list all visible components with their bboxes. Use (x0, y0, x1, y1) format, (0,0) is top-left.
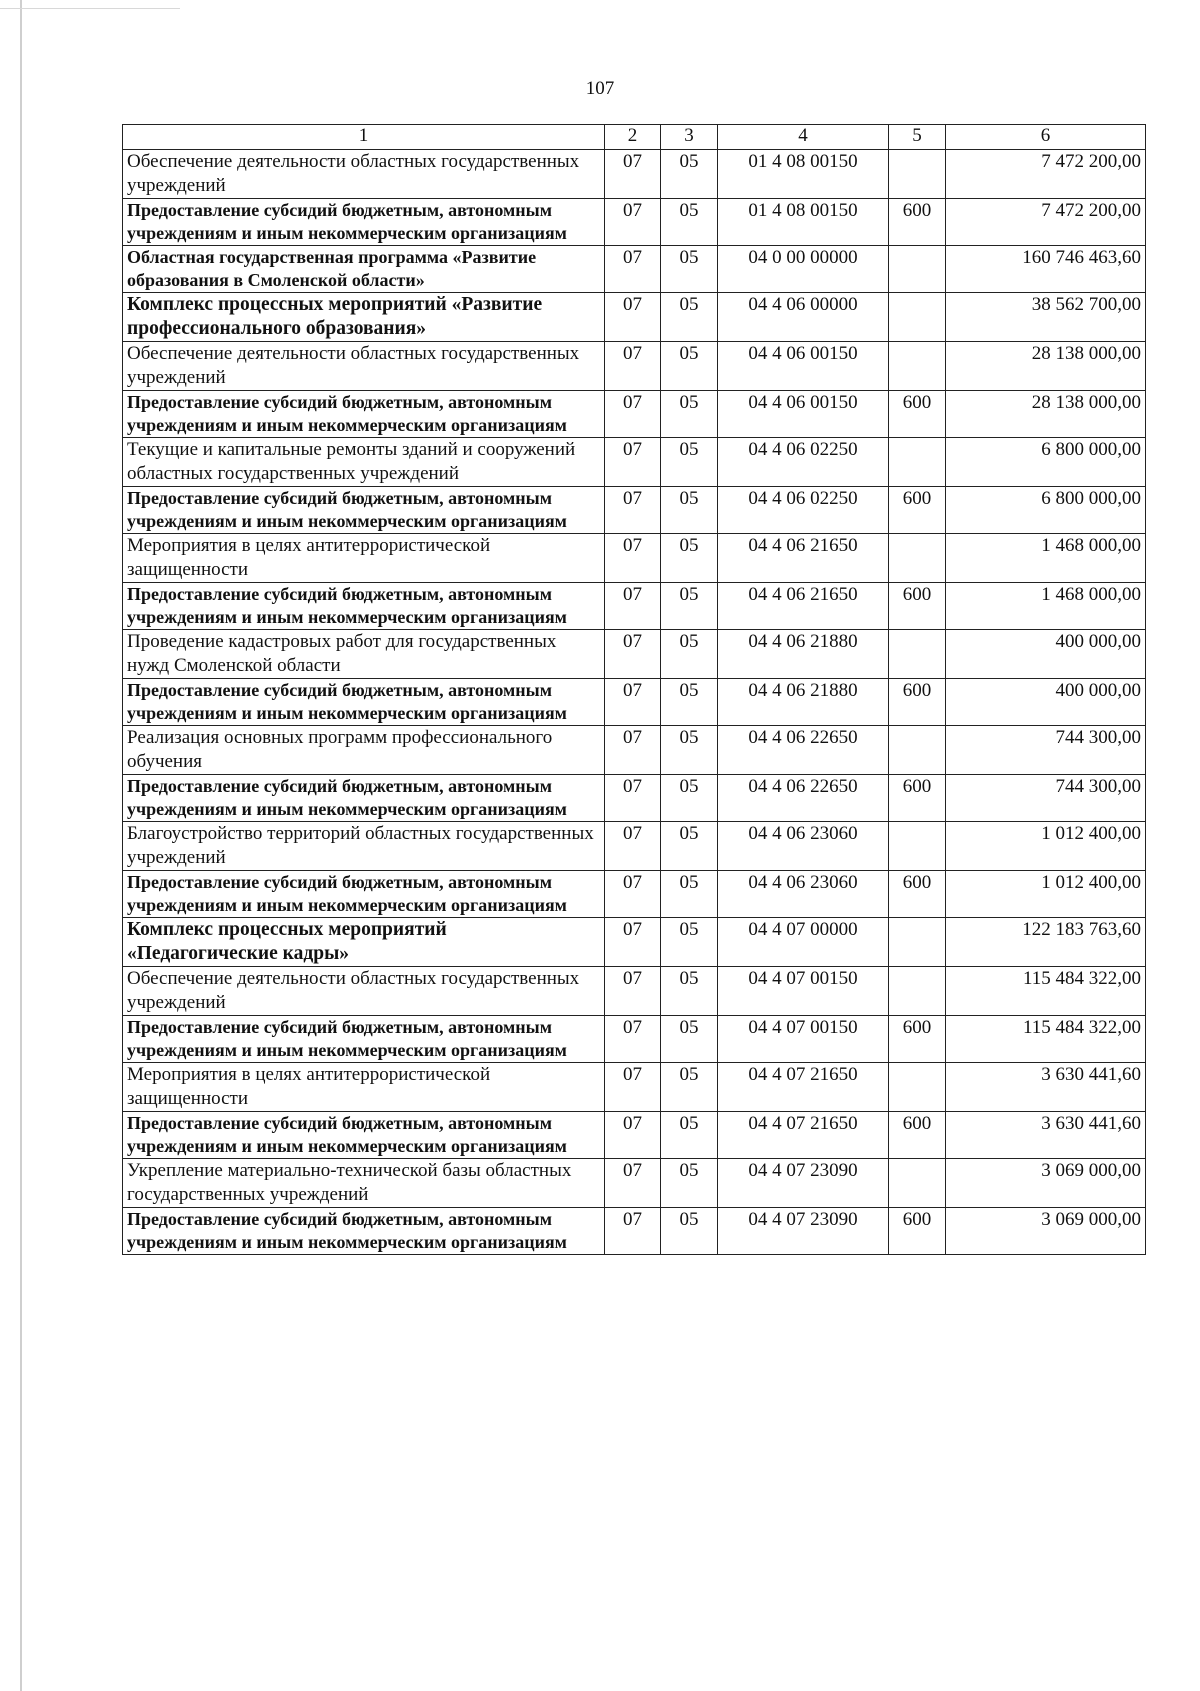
expense-type-code (889, 726, 946, 775)
table-row (123, 246, 1146, 293)
section-code: 07 (605, 967, 661, 1016)
expense-type-code (889, 438, 946, 487)
item-name: Обеспечение деятельности областных государственных учреждений (123, 342, 605, 391)
item-name: Предоставление субсидий бюджетным, автономным учреждениям и иным некоммерческим организациям (123, 583, 605, 630)
expense-type-code (889, 534, 946, 583)
section-code: 07 (605, 246, 661, 293)
amount-value: 1 012 400,00 (946, 822, 1146, 871)
table-row (123, 1112, 1146, 1159)
section-code: 07 (605, 150, 661, 199)
item-name: Комплекс процессных мероприятий «Развитие профессионального образования» (123, 293, 605, 342)
amount-value: 28 138 000,00 (946, 391, 1146, 438)
expense-type-code (889, 1159, 946, 1208)
target-article-code: 04 4 06 22650 (718, 775, 889, 822)
subsection-code: 05 (661, 487, 718, 534)
target-article-code: 04 4 07 00150 (718, 967, 889, 1016)
expense-type-code (889, 630, 946, 679)
section-code: 07 (605, 1159, 661, 1208)
expense-type-code: 600 (889, 679, 946, 726)
amount-value: 400 000,00 (946, 630, 1146, 679)
amount-value: 1 468 000,00 (946, 583, 1146, 630)
table-row (123, 967, 1146, 1016)
table-row (123, 534, 1146, 583)
subsection-code: 05 (661, 1208, 718, 1255)
amount-value: 122 183 763,60 (946, 918, 1146, 967)
expense-type-code: 600 (889, 1112, 946, 1159)
subsection-code: 05 (661, 726, 718, 775)
subsection-code: 05 (661, 1016, 718, 1063)
target-article-code: 04 4 06 02250 (718, 438, 889, 487)
table-row (123, 293, 1146, 342)
target-article-code: 04 4 06 23060 (718, 871, 889, 918)
target-article-code: 04 4 07 00150 (718, 1016, 889, 1063)
subsection-code: 05 (661, 1159, 718, 1208)
table-row (123, 150, 1146, 199)
target-article-code: 04 4 07 21650 (718, 1063, 889, 1112)
subsection-code: 05 (661, 871, 718, 918)
item-name: Предоставление субсидий бюджетным, автономным учреждениям и иным некоммерческим организациям (123, 679, 605, 726)
target-article-code: 04 4 06 00000 (718, 293, 889, 342)
section-code: 07 (605, 487, 661, 534)
section-code: 07 (605, 534, 661, 583)
target-article-code: 04 4 07 23090 (718, 1159, 889, 1208)
subsection-code: 05 (661, 342, 718, 391)
amount-value: 3 069 000,00 (946, 1159, 1146, 1208)
subsection-code: 05 (661, 775, 718, 822)
scan-edge-top (0, 8, 180, 9)
table-row (123, 679, 1146, 726)
table-row (123, 1063, 1146, 1112)
item-name: Проведение кадастровых работ для государственных нужд Смоленской области (123, 630, 605, 679)
item-name: Предоставление субсидий бюджетным, автономным учреждениям и иным некоммерческим организациям (123, 487, 605, 534)
section-code: 07 (605, 391, 661, 438)
expense-type-code: 600 (889, 487, 946, 534)
expense-type-code: 600 (889, 391, 946, 438)
expense-type-code (889, 967, 946, 1016)
table-row (123, 726, 1146, 775)
amount-value: 7 472 200,00 (946, 150, 1146, 199)
subsection-code: 05 (661, 1063, 718, 1112)
amount-value: 1 468 000,00 (946, 534, 1146, 583)
amount-value: 3 069 000,00 (946, 1208, 1146, 1255)
subsection-code: 05 (661, 630, 718, 679)
amount-value: 7 472 200,00 (946, 199, 1146, 246)
table-row (123, 775, 1146, 822)
target-article-code: 04 4 06 00150 (718, 391, 889, 438)
section-code: 07 (605, 775, 661, 822)
expense-type-code (889, 918, 946, 967)
expense-type-code: 600 (889, 871, 946, 918)
scan-edge (20, 0, 22, 1691)
amount-value: 115 484 322,00 (946, 1016, 1146, 1063)
item-name: Мероприятия в целях антитеррористической защищенности (123, 534, 605, 583)
amount-value: 3 630 441,60 (946, 1063, 1146, 1112)
item-name: Предоставление субсидий бюджетным, автономным учреждениям и иным некоммерческим организациям (123, 871, 605, 918)
expense-type-code: 600 (889, 775, 946, 822)
table-row (123, 583, 1146, 630)
subsection-code: 05 (661, 246, 718, 293)
amount-value: 28 138 000,00 (946, 342, 1146, 391)
table-row (123, 871, 1146, 918)
section-code: 07 (605, 1112, 661, 1159)
section-code: 07 (605, 726, 661, 775)
item-name: Предоставление субсидий бюджетным, автономным учреждениям и иным некоммерческим организациям (123, 1208, 605, 1255)
amount-value: 3 630 441,60 (946, 1112, 1146, 1159)
section-code: 07 (605, 1063, 661, 1112)
expense-type-code (889, 293, 946, 342)
amount-value: 1 012 400,00 (946, 871, 1146, 918)
target-article-code: 04 4 06 21880 (718, 630, 889, 679)
section-code: 07 (605, 342, 661, 391)
section-code: 07 (605, 583, 661, 630)
column-header: 5 (889, 125, 946, 150)
table-row (123, 822, 1146, 871)
item-name: Укрепление материально-технической базы областных государственных учреждений (123, 1159, 605, 1208)
table-row (123, 1159, 1146, 1208)
subsection-code: 05 (661, 534, 718, 583)
column-header: 6 (946, 125, 1146, 150)
target-article-code: 04 4 06 23060 (718, 822, 889, 871)
section-code: 07 (605, 871, 661, 918)
table-row (123, 1016, 1146, 1063)
table-row (123, 438, 1146, 487)
subsection-code: 05 (661, 293, 718, 342)
target-article-code: 01 4 08 00150 (718, 199, 889, 246)
amount-value: 400 000,00 (946, 679, 1146, 726)
amount-value: 744 300,00 (946, 775, 1146, 822)
item-name: Обеспечение деятельности областных государственных учреждений (123, 967, 605, 1016)
target-article-code: 04 4 07 23090 (718, 1208, 889, 1255)
subsection-code: 05 (661, 391, 718, 438)
target-article-code: 04 4 06 21650 (718, 534, 889, 583)
column-header: 3 (661, 125, 718, 150)
expense-type-code: 600 (889, 1208, 946, 1255)
expense-type-code (889, 246, 946, 293)
expense-type-code: 600 (889, 199, 946, 246)
subsection-code: 05 (661, 583, 718, 630)
item-name: Благоустройство территорий областных государственных учреждений (123, 822, 605, 871)
subsection-code: 05 (661, 1112, 718, 1159)
header-row (123, 125, 1146, 150)
amount-value: 160 746 463,60 (946, 246, 1146, 293)
section-code: 07 (605, 918, 661, 967)
table-row (123, 1208, 1146, 1255)
amount-value: 6 800 000,00 (946, 487, 1146, 534)
section-code: 07 (605, 630, 661, 679)
subsection-code: 05 (661, 438, 718, 487)
section-code: 07 (605, 438, 661, 487)
target-article-code: 04 4 06 21650 (718, 583, 889, 630)
item-name: Предоставление субсидий бюджетным, автономным учреждениям и иным некоммерческим организациям (123, 1016, 605, 1063)
item-name: Предоставление субсидий бюджетным, автономным учреждениям и иным некоммерческим организациям (123, 1112, 605, 1159)
column-header: 4 (718, 125, 889, 150)
item-name: Комплекс процессных мероприятий «Педагогические кадры» (123, 918, 605, 967)
expense-type-code (889, 822, 946, 871)
section-code: 07 (605, 679, 661, 726)
item-name: Текущие и капитальные ремонты зданий и сооружений областных государственных учреждений (123, 438, 605, 487)
amount-value: 6 800 000,00 (946, 438, 1146, 487)
page-number: 107 (585, 78, 615, 99)
item-name: Предоставление субсидий бюджетным, автономным учреждениям и иным некоммерческим организациям (123, 199, 605, 246)
table-row (123, 487, 1146, 534)
target-article-code: 04 4 07 00000 (718, 918, 889, 967)
table-row (123, 342, 1146, 391)
item-name: Предоставление субсидий бюджетным, автономным учреждениям и иным некоммерческим организациям (123, 775, 605, 822)
target-article-code: 04 0 00 00000 (718, 246, 889, 293)
target-article-code: 04 4 06 02250 (718, 487, 889, 534)
target-article-code: 04 4 06 21880 (718, 679, 889, 726)
column-header: 1 (123, 125, 605, 150)
item-name: Областная государственная программа «Развитие образования в Смоленской области» (123, 246, 605, 293)
target-article-code: 01 4 08 00150 (718, 150, 889, 199)
section-code: 07 (605, 199, 661, 246)
table-row (123, 630, 1146, 679)
item-name: Реализация основных программ профессионального обучения (123, 726, 605, 775)
target-article-code: 04 4 06 00150 (718, 342, 889, 391)
table-body (123, 150, 1146, 1255)
amount-value: 38 562 700,00 (946, 293, 1146, 342)
expense-type-code: 600 (889, 1016, 946, 1063)
amount-value: 115 484 322,00 (946, 967, 1146, 1016)
table-row (123, 918, 1146, 967)
expense-type-code: 600 (889, 583, 946, 630)
subsection-code: 05 (661, 967, 718, 1016)
section-code: 07 (605, 822, 661, 871)
subsection-code: 05 (661, 918, 718, 967)
section-code: 07 (605, 293, 661, 342)
item-name: Мероприятия в целях антитеррористической защищенности (123, 1063, 605, 1112)
expense-type-code (889, 1063, 946, 1112)
expense-type-code (889, 150, 946, 199)
budget-table (122, 124, 1146, 1255)
table-row (123, 391, 1146, 438)
item-name: Предоставление субсидий бюджетным, автономным учреждениям и иным некоммерческим организациям (123, 391, 605, 438)
expense-type-code (889, 342, 946, 391)
subsection-code: 05 (661, 199, 718, 246)
section-code: 07 (605, 1208, 661, 1255)
target-article-code: 04 4 06 22650 (718, 726, 889, 775)
amount-value: 744 300,00 (946, 726, 1146, 775)
target-article-code: 04 4 07 21650 (718, 1112, 889, 1159)
table-row (123, 199, 1146, 246)
subsection-code: 05 (661, 679, 718, 726)
subsection-code: 05 (661, 822, 718, 871)
subsection-code: 05 (661, 150, 718, 199)
item-name: Обеспечение деятельности областных государственных учреждений (123, 150, 605, 199)
column-header: 2 (605, 125, 661, 150)
section-code: 07 (605, 1016, 661, 1063)
